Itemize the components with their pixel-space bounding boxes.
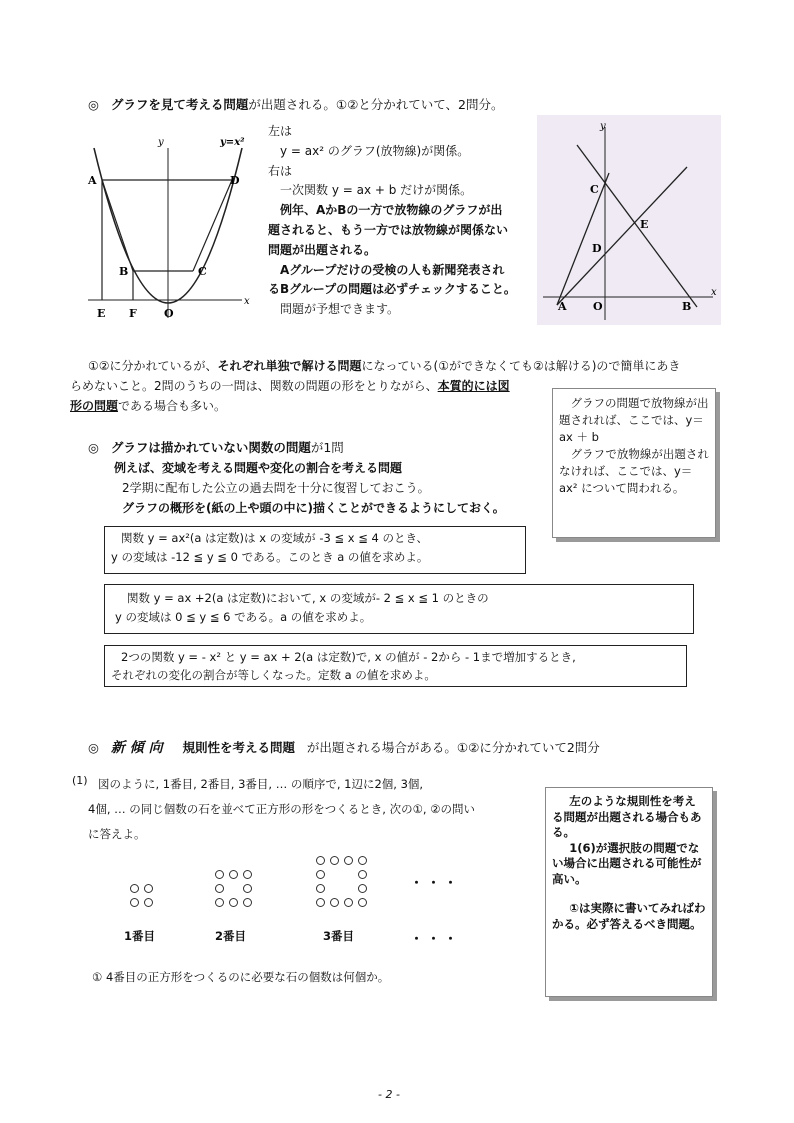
section3-title-rest: が出題される場合がある。①②に分かれていて2問分 [306, 740, 600, 755]
question-1: ① 4番目の正方形をつくるのに必要な石の個数は何個か。 [92, 970, 390, 984]
stone [229, 898, 238, 907]
segment-DC [193, 180, 232, 271]
section2-line-4: グラフの概形を(紙の上や頭の中に)描くことができるようにしておく。 [122, 501, 505, 515]
point-D-label: D [230, 174, 240, 187]
stone [215, 884, 224, 893]
exercise-box-1 [104, 526, 526, 574]
box2-line-1: 関数 y = ax +2(a は定数)において, x の変域が- 2 ≦ x ≦ 1 のときの [127, 591, 489, 605]
stone [358, 898, 367, 907]
mid-line-1: 左は [268, 124, 293, 138]
section3-marker: ◎ [88, 740, 99, 755]
stone [358, 884, 367, 893]
fig-right-C-label: C [590, 183, 599, 196]
label-first: 1番目 [124, 929, 156, 943]
para1-l2a: らめないこと。2問のうちの一問は、関数の問題の形をとりながら、 [70, 379, 438, 393]
problem-number: (1) [72, 774, 88, 787]
stone [144, 884, 153, 893]
fig-right-A-label: A [558, 300, 567, 313]
mid-line-9: るBグループの問題は必ずチェックすること。 [268, 282, 516, 297]
stone [358, 870, 367, 879]
section3-title-italic: 新 傾 向 [110, 740, 163, 756]
section3-heading [88, 740, 600, 756]
section3-title-bold: 規則性を考える問題 [182, 740, 295, 755]
parabola-figure [82, 128, 262, 323]
point-F-label: F [129, 307, 137, 320]
segment-AB [102, 180, 133, 271]
box1-line-2: y の変域は -12 ≦ y ≦ 0 である。このとき a の値を求めよ。 [111, 550, 429, 564]
label-second: 2番目 [215, 929, 247, 943]
mid-line-7: 問題が出題される。 [268, 242, 377, 257]
stone [229, 870, 238, 879]
box2-line-2: y の変域は 0 ≦ y ≦ 6 である。a の値を求めよ。 [115, 610, 372, 624]
mid-line-6: 題されると、もう一方では放物線が関係ない [268, 222, 509, 237]
para1-line-3 [70, 398, 226, 414]
box3-line-2: それぞれの変化の割合が等しくなった。定数 a の値を求めよ。 [111, 668, 436, 682]
box1-line-1: 関数 y = ax²(a は定数)は x の変域が -3 ≦ x ≦ 4 のとき、 [121, 531, 428, 545]
linear-figure-background [537, 115, 721, 325]
fig-right-D-label: D [592, 242, 602, 255]
point-O-label: O [164, 307, 174, 320]
stone [316, 884, 325, 893]
exercise-box-3 [104, 645, 687, 687]
section1-marker: ◎ [88, 97, 99, 112]
stone [144, 898, 153, 907]
box3-line-1: 2つの関数 y = - x² と y = ax + 2(a は定数)で, x の値が - 2から - 1まで増加するとき, [121, 650, 576, 664]
mid-line-4: 一次関数 y = ax + b だけが関係。 [280, 183, 473, 198]
section2-line-2: 例えば、変域を考える問題や変化の割合を考える問題 [114, 461, 403, 475]
mid-line-2: y = ax² のグラフ(放物線)が関係。 [280, 143, 470, 158]
fig-left-x-label: x [244, 296, 250, 307]
section2-marker: ◎ [88, 440, 99, 455]
stone [344, 898, 353, 907]
point-E-label: E [97, 307, 106, 320]
note2-p2: 1(6)が選択肢の問題でない場合に出題される可能性が高い。 [552, 840, 702, 886]
fig-right-x-label: x [711, 287, 717, 298]
section2-title-bold: グラフは描かれていない関数の問題 [110, 440, 311, 455]
mid-line-5: 例年、AかBの一方で放物線のグラフが出 [280, 203, 503, 218]
problem-line-1: 図のように, 1番目, 2番目, 3番目, … の順序で, 1辺に2個, 3個, [98, 777, 424, 791]
problem-line-3: に答えよ。 [88, 827, 146, 841]
para1-l3a: 形の問題 [70, 399, 119, 413]
linear-figure [537, 115, 721, 325]
stone [358, 856, 367, 865]
note1-p1: グラフの問題で放物線が出題されれば、ここでは、y＝ax ＋ b [559, 396, 709, 444]
stone [243, 898, 252, 907]
section1-title-rest: が出題される。①②と分かれていて、2問分。 [248, 97, 504, 112]
fig-right-O-label: O [593, 300, 603, 313]
para1-l2b: 本質的には図 [437, 379, 510, 393]
section1-heading [88, 97, 503, 113]
middle-explanation [268, 122, 516, 320]
label-ellipsis: ・・・ [410, 932, 462, 947]
label-third: 3番目 [323, 929, 355, 943]
para1-l1a: ①②に分かれているが、 [88, 359, 218, 373]
stone [243, 870, 252, 879]
stone [316, 898, 325, 907]
point-B-label: B [119, 265, 129, 278]
fig-right-E-label: E [640, 218, 649, 231]
note-graph-tip [552, 388, 716, 538]
fig-left-y-label: y [158, 137, 164, 148]
exercise-box-2 [104, 584, 694, 634]
note2-p3: ①は実際に書いてみればわかる。必ず答えるべき問題。 [552, 901, 706, 931]
stone [330, 856, 339, 865]
stone [316, 856, 325, 865]
note2-p1: 左のような規則性を考える問題が出題される場合もある。 [552, 794, 702, 839]
fig-right-B-label: B [682, 300, 692, 313]
note1-p2: グラフで放物線が出題されなければ、ここでは、y＝ax² について問われる。 [559, 447, 709, 495]
point-C-label: C [198, 265, 207, 278]
para1-line-2 [70, 378, 510, 394]
section2-heading [88, 440, 344, 456]
stone [215, 898, 224, 907]
stone [130, 884, 139, 893]
problem-line-2: 4個, … の同じ個数の石を並べて正方形の形をつくるとき, 次の①, ②の問い [88, 802, 476, 816]
point-A-label: A [88, 174, 97, 187]
mid-line-10: 問題が予想できます。 [280, 302, 400, 317]
stone [316, 870, 325, 879]
section2-title-rest: が1問 [310, 440, 344, 455]
para1-l1b: それぞれ単独で解ける問題 [217, 359, 362, 373]
stone-ellipsis: ・・・ [410, 876, 462, 891]
stone [130, 898, 139, 907]
stone [330, 898, 339, 907]
para1-line-1 [88, 358, 680, 374]
section1-title-bold: グラフを見て考える問題 [110, 97, 249, 112]
note-pattern-tip [545, 787, 713, 997]
stone [344, 856, 353, 865]
para1-l1c: になっている(①ができなくても②は解ける)ので簡単にあき [361, 359, 681, 373]
mid-line-8: Aグループだけの受検の人も新聞発表され [280, 262, 505, 277]
fig-left-curve-label: y=x² [220, 137, 245, 148]
page-number: - 2 - [378, 1088, 400, 1101]
stone [243, 884, 252, 893]
mid-line-3: 右は [268, 163, 293, 178]
stone [215, 870, 224, 879]
para1-l3b: である場合も多い。 [118, 399, 227, 413]
section2-line-3: 2学期に配布した公立の過去問を十分に復習しておこう。 [122, 481, 430, 495]
fig-right-y-label: y [600, 121, 606, 132]
